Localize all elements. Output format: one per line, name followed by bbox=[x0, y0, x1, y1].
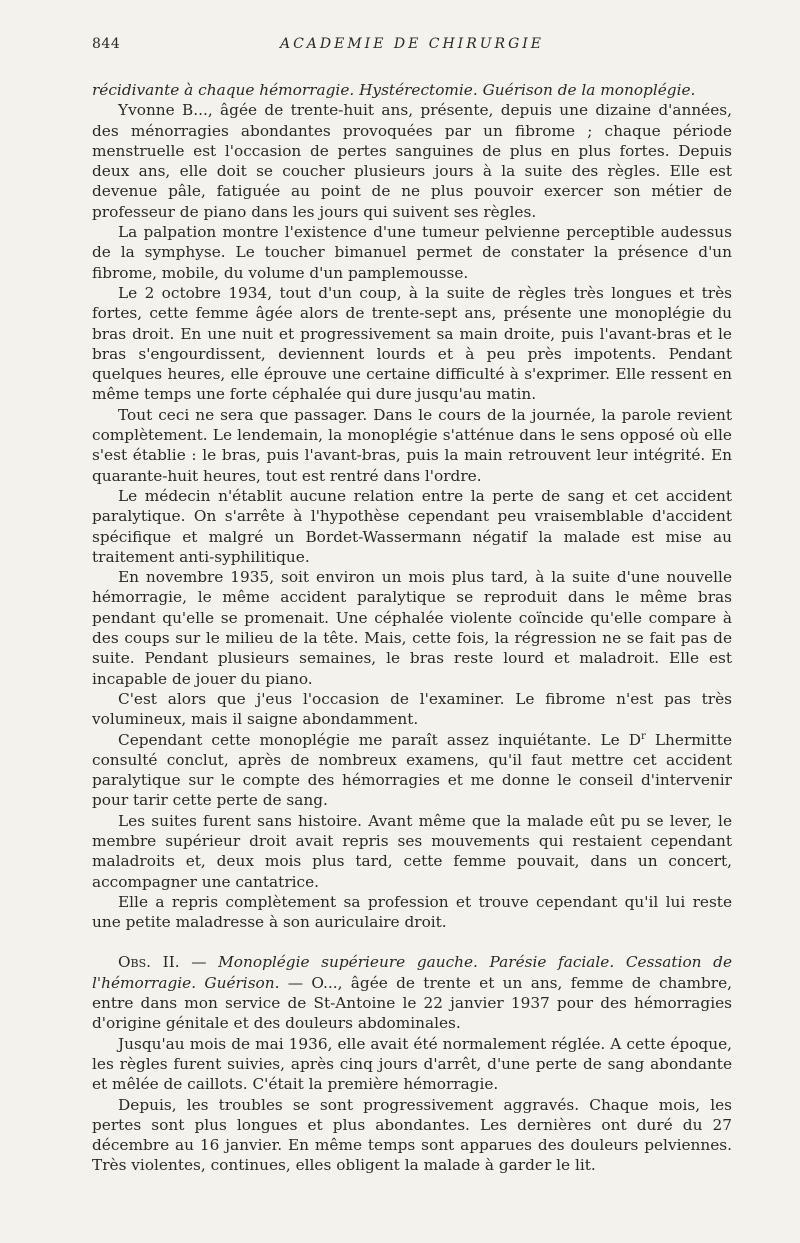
section-gap bbox=[92, 932, 732, 952]
paragraph-dr-lhermitte bbox=[92, 730, 732, 811]
paragraph: Le médecin n'établit aucune relation entre la perte de sang et cet accident paralytique. On s'arrête à l'hypothèse cependant peu vraisemblable d'accident spécifique et malgré un Bordet-Wassermann négatif la malade est mise au traitement anti-syphilitique. bbox=[92, 486, 732, 566]
paragraph: Depuis, les troubles se sont progressivement aggravés. Chaque mois, les pertes sont plus longues et plus abondantes. Les dernières ont duré du 27 décembre au 16 janvier. En même temps sont apparues des douleurs pelviennes. Très violentes, continues, elles obligent la malade à garder le lit. bbox=[92, 1095, 732, 1175]
paragraph: C'est alors que j'eus l'occasion de l'examiner. Le fibrome n'est pas très volumineux, mais il saigne abondamment. bbox=[92, 689, 732, 729]
paragraph: Le 2 octobre 1934, tout d'un coup, à la suite de règles très longues et très fortes, cette femme âgée alors de trente-sept ans, présente une monoplégie du bras droit. En une nuit et progressivement sa main droite, puis l'avant-bras et le bras s'engourdissent, deviennent lourds et à peu près impotents. Pendant quelques heures, elle éprouve une certaine difficulté à s'exprimer. Elle ressent en même temps une forte céphalée qui dure jusqu'au matin. bbox=[92, 283, 732, 404]
case-2-intro: — O..., âgée de trente et un ans, femme de chambre, entre dans mon service de St-Antoine le 22 janvier 1937 pour des hémorragies d'origine génitale et des douleurs abdominales. bbox=[92, 973, 733, 1033]
page-header bbox=[92, 36, 732, 56]
paragraph: Tout ceci ne sera que passager. Dans le cours de la journée, la parole revient complètement. Le lendemain, la monoplégie s'atténue dans le sens opposé où elle s'est établie : le bras, puis l'avant-bras, puis la main retrouvent leur intégrité. En quarante-huit heures, tout est rentré dans l'ordre. bbox=[92, 405, 732, 485]
paragraph: La palpation montre l'existence d'une tumeur pelvienne perceptible audessus de la symphyse. Le toucher bimanuel permet de constater la présence d'un fibrome, mobile, du volume d'un pamplemousse. bbox=[92, 223, 732, 282]
paragraph: Les suites furent sans histoire. Avant même que la malade eût pu se lever, le membre supérieur droit avait repris ses mouvements qui restaient cependant maladroits et, deux mois plus tard, cette femme pouvait, dans un concert, accompagner une cantatrice. bbox=[92, 811, 732, 891]
paragraph: En novembre 1935, soit environ un mois plus tard, à la suite d'une nouvelle hémorragie, le même accident paralytique se reproduit dans le même bras pendant qu'elle se promenait. Une céphalée violente coïncide qu'elle compare à des coups sur le milieu de la tête. Mais, cette fois, la régression ne se fait pas de suite. Pendant plusieurs semaines, le bras reste lourd et maladroit. Elle est incapable de jouer du piano. bbox=[92, 568, 732, 688]
paragraph-text: Cependant cette monoplégie me paraît assez inquiétante. Le D bbox=[118, 730, 642, 749]
paragraph-text: Lhermitte consulté conclut, après de nombreux examens, qu'il faut mettre cet accident paralytique sur le compte des hémorragies et me donne le conseil d'intervenir pour tarir cette perte de sang. bbox=[92, 730, 733, 810]
article-body bbox=[92, 80, 732, 1176]
paragraph: Elle a repris complètement sa profession et trouve cependant qu'il lui reste une petite maladresse à son auriculaire droit. bbox=[92, 892, 732, 932]
case-2-title: Monoplégie supérieure gauche. Parésie faciale. Cessation de l'hémorragie. Guérison. bbox=[92, 953, 732, 992]
running-head: ACADEMIE DE CHIRURGIE bbox=[279, 36, 545, 52]
case-2-heading bbox=[92, 952, 732, 1033]
paragraph: Jusqu'au mois de mai 1936, elle avait été normalement réglée. A cette époque, les règles furent suivies, après cinq jours d'arrêt, d'une perte de sang abondante et mêlée de caillots. C'était la première hémorragie. bbox=[92, 1034, 732, 1094]
page-number: 844 bbox=[92, 36, 121, 52]
observation-label: Obs. II. — bbox=[118, 953, 219, 972]
paragraph: Yvonne B..., âgée de trente-huit ans, présente, depuis une dizaine d'années, des ménorragies abondantes provoquées par un fibrome ; chaque période menstruelle est l'occasion de pertes sanguines de plus en plus fortes. Depuis deux ans, elle doit se coucher plusieurs jours à la suite des règles. Elle est devenue pâle, fatiguée au point de ne plus pouvoir exercer son métier de professeur de piano dans les jours qui suivent ses règles. bbox=[92, 101, 732, 221]
case-1-title: récidivante à chaque hémorragie. Hystérectomie. Guérison de la monoplégie. bbox=[92, 81, 696, 99]
superscript: r bbox=[641, 730, 646, 742]
